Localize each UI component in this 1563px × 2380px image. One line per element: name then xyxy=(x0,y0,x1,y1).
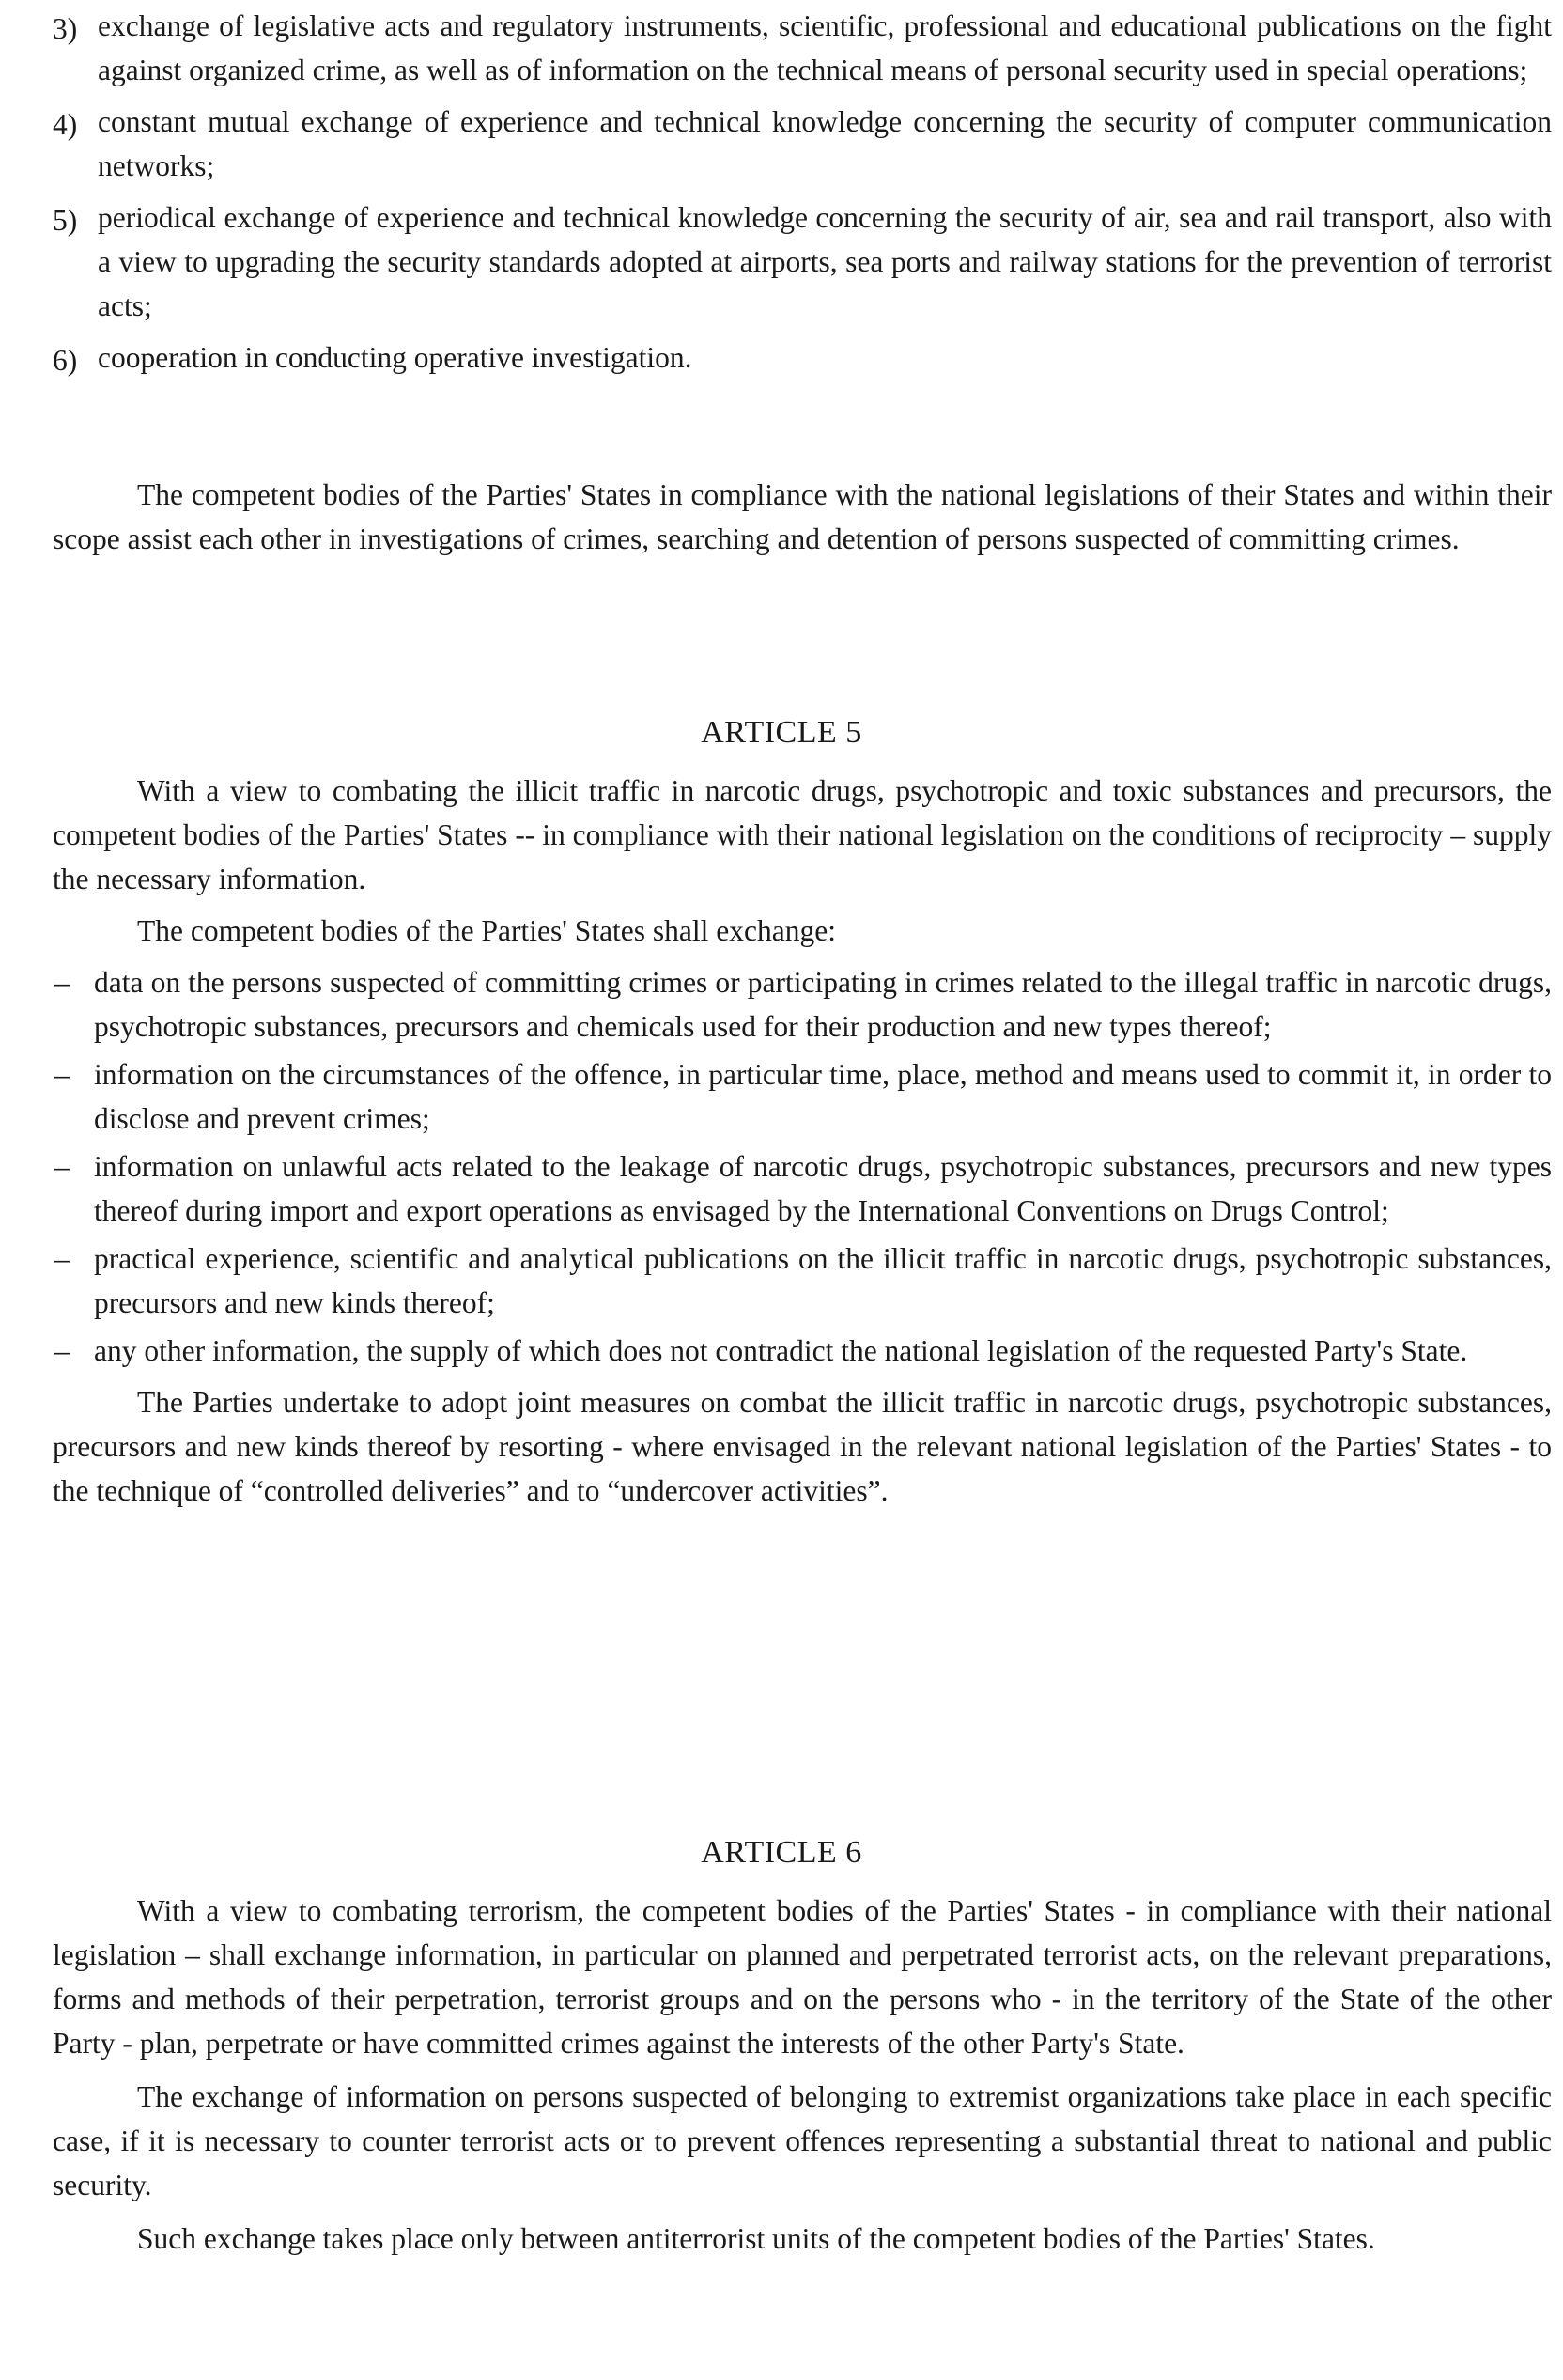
list-item xyxy=(53,1052,1552,1141)
item-text: information on the circumstances of the offence, in particular time, place, method and means used to commit it, in order to disclose and prevent crimes; xyxy=(94,1058,1552,1135)
list-item xyxy=(53,4,1552,92)
dash-marker: – xyxy=(54,1150,70,1183)
item-text: constant mutual exchange of experience and technical knowledge concerning the security of computer communication networks; xyxy=(98,105,1552,182)
intro-numbered-list xyxy=(53,4,1552,387)
article-6-body xyxy=(53,1889,1552,2261)
article-6-paragraph-3: Such exchange takes place only between antiterrorist units of the competent bodies of the Parties' States. xyxy=(137,2222,1375,2255)
item-number: 3) xyxy=(53,12,78,45)
list-item xyxy=(53,335,1552,380)
dash-marker: – xyxy=(54,966,70,999)
dash-marker: – xyxy=(54,1058,70,1091)
article-5-heading: ARTICLE 5 xyxy=(701,715,862,750)
item-text: data on the persons suspected of committing crimes or participating in crimes related to the illegal traffic in narcotic drugs, psychotropic substances, precursors and chemicals used for their production and new types thereof; xyxy=(94,966,1552,1043)
article-5-paragraph-2: The competent bodies of the Parties' States shall exchange: xyxy=(137,914,836,947)
item-text: cooperation in conducting operative investigation. xyxy=(98,341,692,374)
list-item xyxy=(53,960,1552,1049)
list-item xyxy=(53,1329,1552,1373)
item-text: practical experience, scientific and analytical publications on the illicit traffic in narcotic drugs, psychotropic substances, precursors and new kinds thereof; xyxy=(94,1242,1552,1319)
article-5-body xyxy=(53,769,1552,1513)
dash-marker: – xyxy=(54,1242,70,1275)
article-5-paragraph-3: The Parties undertake to adopt joint measures on combat the illicit traffic in narcotic drugs, psychotropic substances, precursors and new kinds thereof by resorting - where envisaged in the relevant national legislation of the Parties' States - to the technique of “controlled deliveries” and to “undercover activities”. xyxy=(53,1386,1552,1507)
article-6-paragraph-2: The exchange of information on persons suspected of belonging to extremist organizations take place in each specific case, if it is necessary to counter terrorist acts or to prevent offences representing a substantial threat to national and public security. xyxy=(53,2080,1552,2201)
item-number: 4) xyxy=(53,108,78,141)
list-item xyxy=(53,1237,1552,1325)
item-text: any other information, the supply of which does not contradict the national legislation of the requested Party's State. xyxy=(94,1334,1468,1367)
item-text: information on unlawful acts related to the leakage of narcotic drugs, psychotropic substances, precursors and new types thereof during import and export operations as envisaged by the International Conventions on Drugs Control; xyxy=(94,1150,1552,1227)
list-item xyxy=(53,195,1552,328)
article-6-paragraph-1: With a view to combating terrorism, the competent bodies of the Parties' States - in compliance with their national legislation – shall exchange information, in particular on planned and perpetrated terrorist acts, on the relevant preparations, forms and methods of their perpetration, terrorist groups and on the persons who - in the territory of the State of the other Party - plan, perpetrate or have committed crimes against the interests of the other Party's State. xyxy=(53,1894,1552,2060)
dash-marker: – xyxy=(54,1334,70,1367)
article-6-heading: ARTICLE 6 xyxy=(701,1835,862,1870)
item-text: periodical exchange of experience and technical knowledge concerning the security of air, sea and rail transport, also with a view to upgrading the security standards adopted at airports, sea ports and railway stations for the prevention of terrorist acts; xyxy=(98,201,1552,322)
item-text: exchange of legislative acts and regulatory instruments, scientific, professional and educational publications on the fight against organized crime, as well as of information on the technical means of personal security used in special operations; xyxy=(98,9,1552,86)
item-number: 6) xyxy=(53,344,78,377)
list-item xyxy=(53,100,1552,188)
intro-paragraph: The competent bodies of the Parties' States in compliance with the national legislations of their States and within their scope assist each other in investigations of crimes, searching and detention of persons suspected of committing crimes. xyxy=(53,478,1552,555)
list-item xyxy=(53,1144,1552,1233)
item-number: 5) xyxy=(53,204,78,237)
intro-paragraph-block xyxy=(53,473,1552,561)
article-5-paragraph-1: With a view to combating the illicit traffic in narcotic drugs, psychotropic and toxic substances and precursors, the competent bodies of the Parties' States -- in compliance with their national legislation on the conditions of reciprocity – supply the necessary information. xyxy=(53,774,1552,895)
